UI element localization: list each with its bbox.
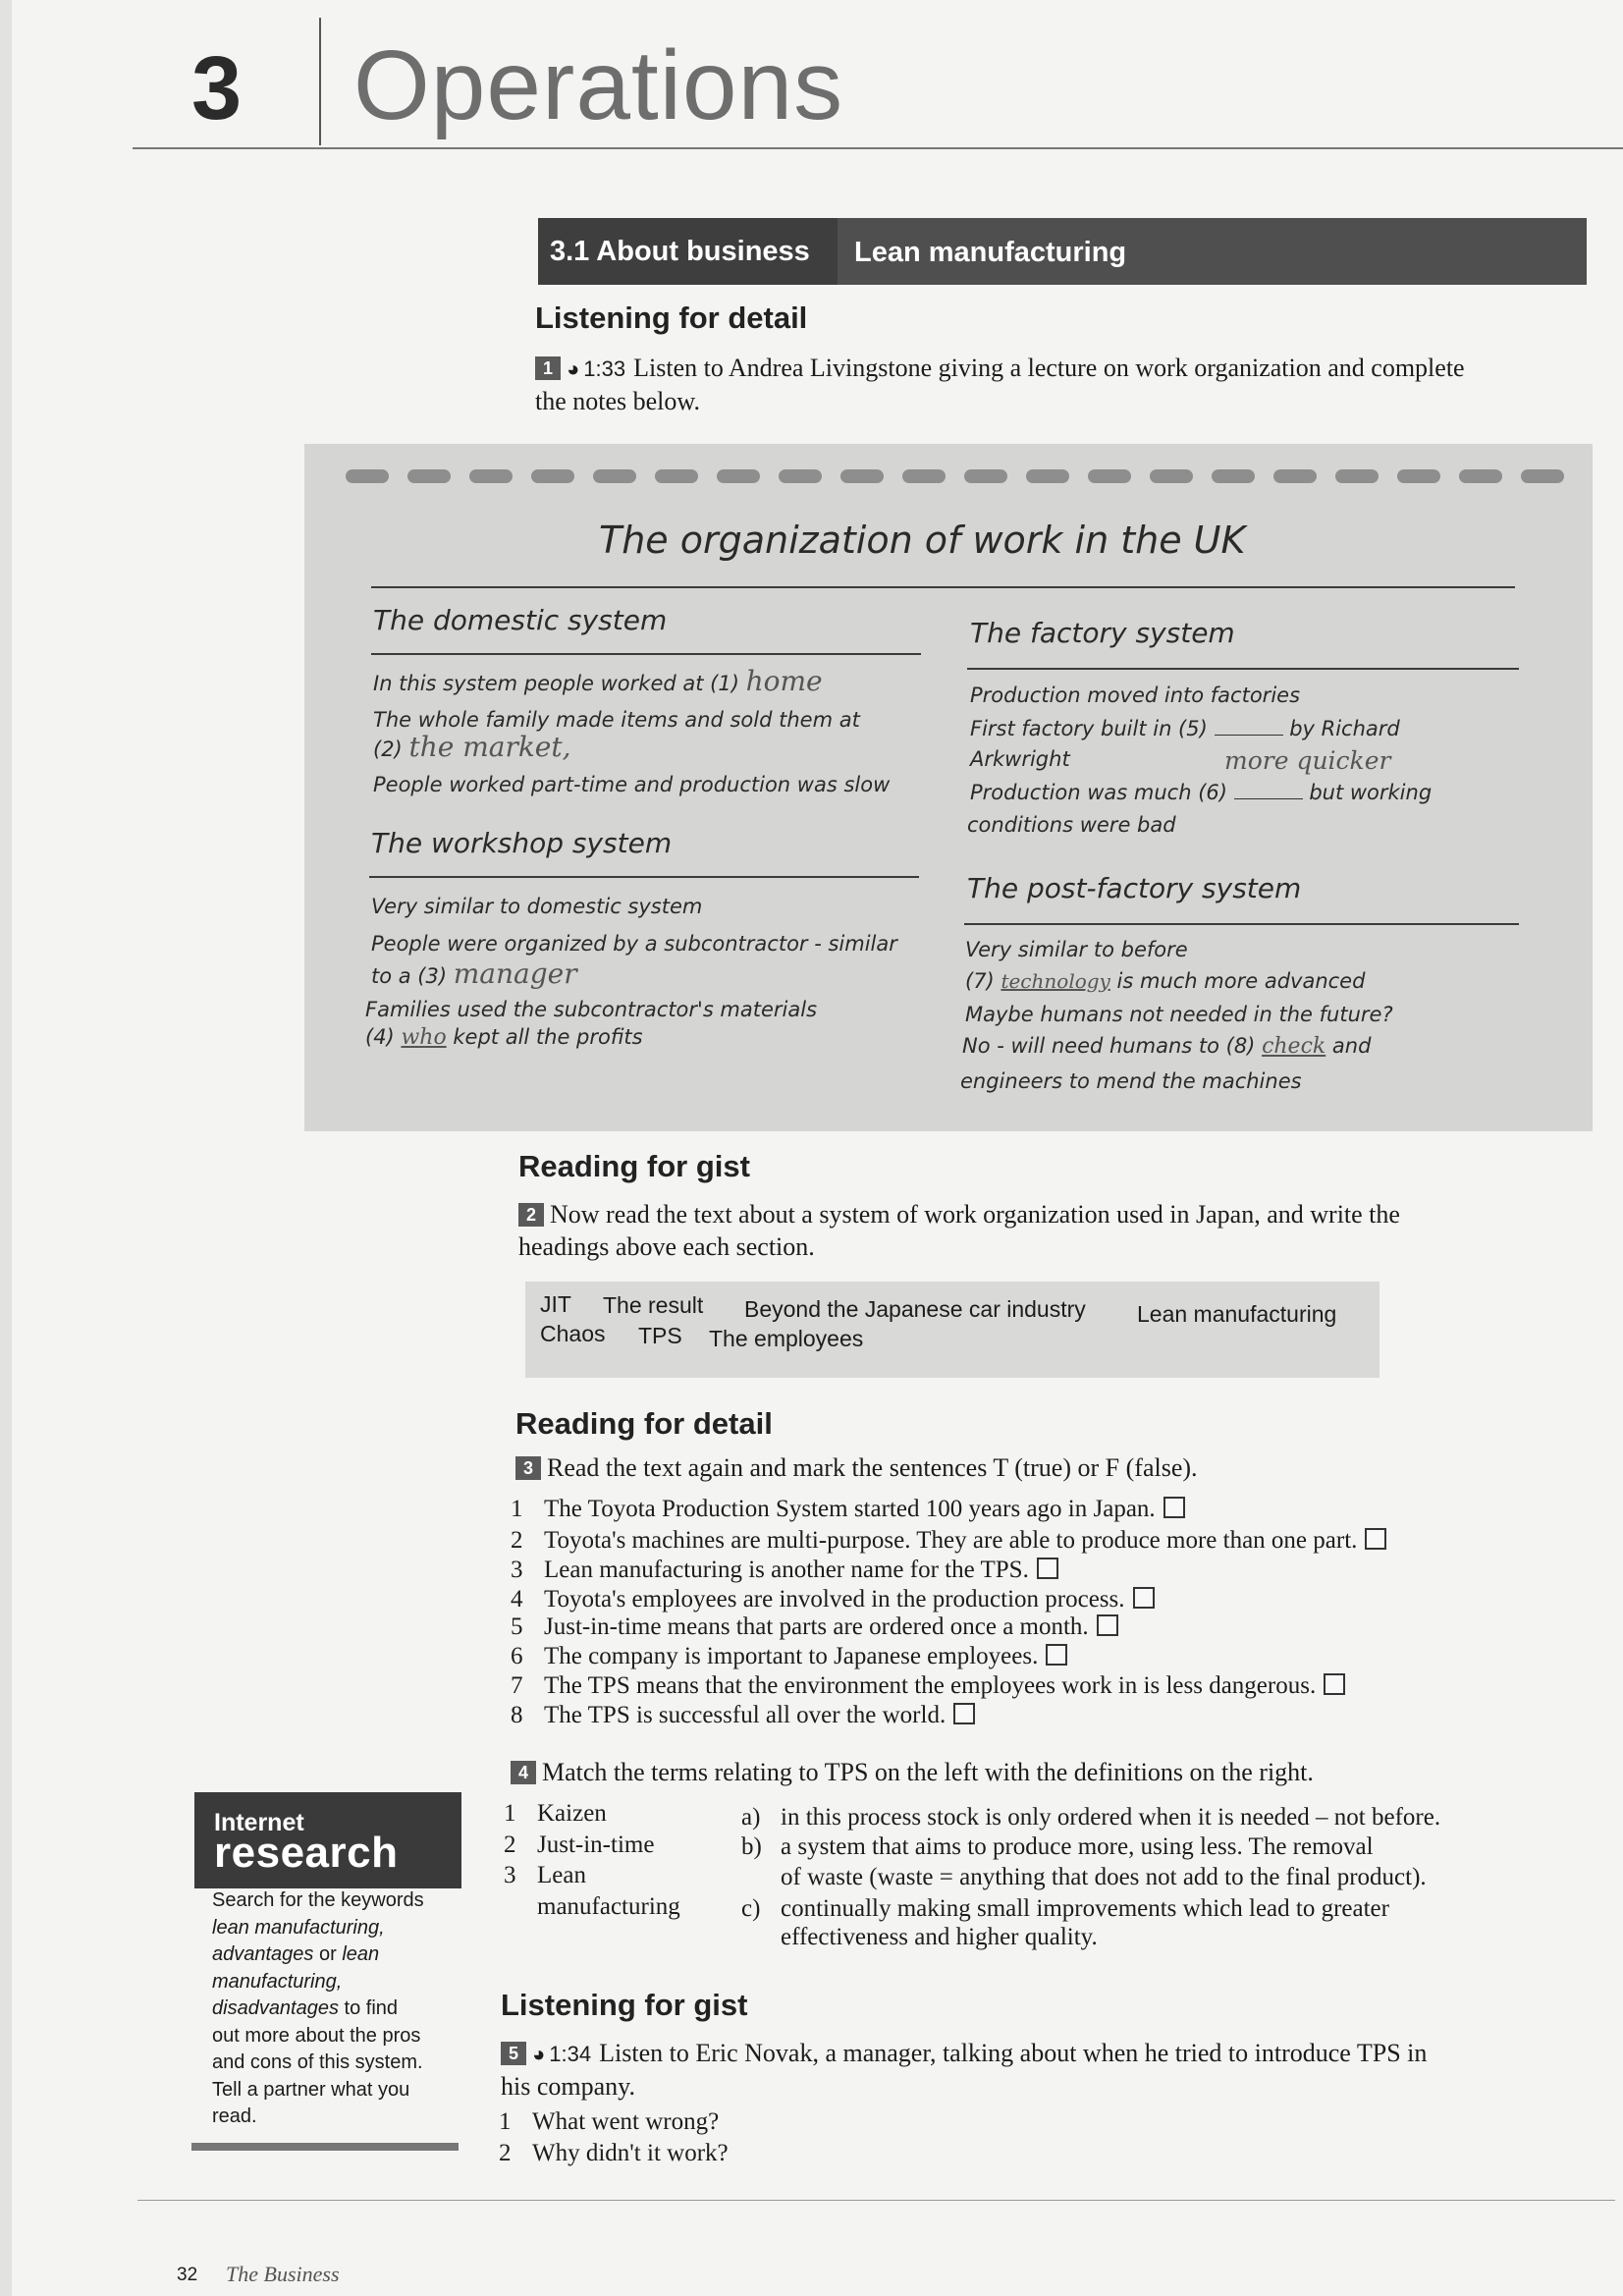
word-option: TPS xyxy=(638,1323,682,1348)
binder-hole xyxy=(1397,469,1440,483)
section-banner xyxy=(538,218,1587,285)
question: 2 Why didn't it work? xyxy=(499,2140,729,2166)
task-number-badge: 2 xyxy=(518,1203,544,1227)
tf-checkbox[interactable] xyxy=(1163,1497,1185,1518)
page-edge xyxy=(0,0,12,2296)
answer-7: technology xyxy=(1001,969,1110,993)
factory-line-2: First factory built in (5) by Richard xyxy=(970,717,1400,740)
audio-track-time: 1:34 xyxy=(549,2042,592,2066)
page-number: 32 xyxy=(177,2265,198,2285)
statement: 1 The Toyota Production System started 100 years ago in Japan. xyxy=(511,1495,1185,1524)
term: 3 Lean xyxy=(504,1862,586,1888)
answer-blank-6[interactable] xyxy=(1234,798,1303,799)
answer-1: home xyxy=(745,665,823,697)
binder-hole xyxy=(469,469,513,483)
heading-reading-gist: Reading for gist xyxy=(518,1149,750,1183)
post-factory-line-5: engineers to mend the machines xyxy=(960,1069,1302,1093)
binder-hole xyxy=(1273,469,1317,483)
word-option: The result xyxy=(603,1292,704,1318)
domestic-line-2: The whole family made items and sold them at xyxy=(373,708,860,732)
binder-hole xyxy=(1521,469,1564,483)
internet-research-rule xyxy=(191,2143,459,2151)
chapter-divider xyxy=(319,18,321,145)
task-4-instruction: 4 Match the terms relating to TPS on the left with the definitions on the right. xyxy=(511,1756,1314,1788)
answer-8: check xyxy=(1262,1034,1326,1059)
term: 2 Just-in-time xyxy=(504,1831,655,1858)
task-1-instruction xyxy=(535,352,1596,417)
statement: 7 The TPS means that the environment the employees work in is less dangerous. xyxy=(511,1671,1345,1701)
definition: c) continually making small improvements which lead to greater xyxy=(741,1895,1389,1922)
binder-hole xyxy=(407,469,451,483)
term: manufacturing xyxy=(537,1893,680,1920)
task-number-badge: 4 xyxy=(511,1761,536,1784)
word-option: JIT xyxy=(540,1291,571,1317)
question: 1 What went wrong? xyxy=(499,2108,720,2135)
binder-hole xyxy=(964,469,1007,483)
workshop-line-1: Very similar to domestic system xyxy=(371,895,703,918)
binder-hole xyxy=(840,469,884,483)
chapter-number: 3 xyxy=(191,38,243,138)
answer-4: who xyxy=(401,1025,447,1050)
word-option: Chaos xyxy=(540,1321,606,1346)
task-number-badge: 1 xyxy=(535,356,561,380)
chapter-title: Operations xyxy=(353,30,844,140)
statement: 2 Toyota's machines are multi-purpose. They are able to produce more than one part. xyxy=(511,1526,1386,1556)
binder-hole xyxy=(902,469,946,483)
instruction-text: the notes below. xyxy=(535,387,700,415)
binder-hole xyxy=(717,469,760,483)
task-5-instruction: 5 ◕ 1:34 Listen to Eric Novak, a manager, talking about when he tried to introduce TPS in his company. xyxy=(501,2039,1428,2101)
workshop-line-4: Families used the subcontractor's materials xyxy=(365,998,818,1021)
post-factory-line-1: Very similar to before xyxy=(965,938,1188,961)
factory-line-4: Production was much (6) but working xyxy=(970,781,1433,804)
task-number-badge: 5 xyxy=(501,2042,526,2065)
statement: 4 Toyota's employees are involved in the production process. xyxy=(511,1585,1155,1614)
post-factory-line-2: (7) technology is much more advanced xyxy=(965,969,1366,993)
word-option: Beyond the Japanese car industry xyxy=(744,1296,1086,1322)
factory-line-3: Arkwright xyxy=(970,747,1070,771)
title-rule xyxy=(371,586,1515,588)
definition: b) a system that aims to produce more, using less. The removal xyxy=(741,1833,1374,1860)
binder-hole xyxy=(655,469,698,483)
internet-research-title: research xyxy=(214,1829,399,1877)
statement: 5 Just-in-time means that parts are ordered once a month. xyxy=(511,1613,1118,1642)
tf-checkbox[interactable] xyxy=(1037,1558,1058,1579)
domestic-rule xyxy=(371,653,921,655)
audio-track-time: 1:33 xyxy=(583,356,626,381)
post-factory-line-4: No - will need humans to (8) check and xyxy=(962,1034,1372,1059)
domestic-line-4: People worked part-time and production was slow xyxy=(373,773,891,796)
workshop-heading: The workshop system xyxy=(371,827,673,859)
section-topic: Lean manufacturing xyxy=(854,237,1127,268)
binder-hole xyxy=(779,469,822,483)
tf-checkbox[interactable] xyxy=(1324,1673,1345,1695)
task-2-instruction: 2 Now read the text about a system of work organization used in Japan, and write the headings above each section. xyxy=(518,1200,1400,1261)
post-factory-heading: The post-factory system xyxy=(967,872,1302,904)
book-title: The Business xyxy=(226,2262,340,2286)
workshop-line-3: to a (3) manager xyxy=(371,957,577,990)
word-option: Lean manufacturing xyxy=(1137,1301,1337,1327)
internet-research-text: Search for the keywords lean manufacturing, advantages or lean manufacturing, disadvantages to find out more about the pros and cons of this system. Tell a partner what you read. xyxy=(212,1889,424,2127)
term: 1 Kaizen xyxy=(504,1800,607,1827)
tf-checkbox[interactable] xyxy=(953,1703,975,1724)
domestic-line-3: (2) the market, xyxy=(373,731,571,763)
section-label: 3.1 About business xyxy=(538,218,838,285)
binder-hole xyxy=(593,469,636,483)
domestic-heading: The domestic system xyxy=(373,604,668,636)
answer-2: the market, xyxy=(408,731,571,763)
binder-hole xyxy=(346,469,389,483)
tf-checkbox[interactable] xyxy=(1133,1587,1155,1609)
definition: a) in this process stock is only ordered when it is needed – not before. xyxy=(741,1804,1441,1831)
binder-hole xyxy=(1088,469,1131,483)
heading-reading-detail: Reading for detail xyxy=(515,1406,773,1441)
post-factory-line-3: Maybe humans not needed in the future? xyxy=(965,1003,1393,1026)
binder-hole xyxy=(1335,469,1379,483)
answer-6: more quicker xyxy=(1224,746,1391,775)
factory-line-5: conditions were bad xyxy=(967,813,1176,837)
task-number-badge: 3 xyxy=(515,1456,541,1480)
binder-hole xyxy=(1459,469,1502,483)
definition: of waste (waste = anything that does not add to the final product). xyxy=(781,1864,1427,1890)
binder-hole xyxy=(1026,469,1069,483)
audio-cd-icon: ◕ xyxy=(532,2042,546,2066)
workshop-rule xyxy=(369,876,919,878)
tf-checkbox[interactable] xyxy=(1046,1644,1067,1666)
instruction-text: Listen to Andrea Livingstone giving a lecture on work organization and complete xyxy=(633,354,1465,382)
tf-checkbox[interactable] xyxy=(1097,1614,1118,1636)
word-option: The employees xyxy=(709,1326,864,1351)
task-3-instruction: 3 Read the text again and mark the sentences T (true) or F (false). xyxy=(515,1451,1198,1484)
tf-checkbox[interactable] xyxy=(1365,1528,1386,1550)
answer-3: manager xyxy=(453,957,577,990)
heading-listening-gist: Listening for gist xyxy=(501,1988,748,2022)
binder-hole xyxy=(531,469,574,483)
statement: 3 Lean manufacturing is another name for the TPS. xyxy=(511,1556,1058,1585)
footer-rule xyxy=(137,2200,1615,2201)
notes-title: The organization of work in the UK xyxy=(599,519,1246,562)
definition: effectiveness and higher quality. xyxy=(781,1924,1098,1950)
heading-listening-detail: Listening for detail xyxy=(535,301,808,335)
factory-rule xyxy=(967,668,1519,670)
post-factory-rule xyxy=(964,923,1519,925)
audio-cd-icon: ◕ xyxy=(567,356,580,381)
binder-hole xyxy=(1212,469,1255,483)
factory-line-1: Production moved into factories xyxy=(970,683,1301,707)
binder-hole xyxy=(1150,469,1193,483)
domestic-line-1: In this system people worked at (1) home xyxy=(373,665,823,697)
statement: 8 The TPS is successful all over the world. xyxy=(511,1701,975,1730)
statement: 6 The company is important to Japanese employees. xyxy=(511,1642,1067,1671)
workshop-line-2: People were organized by a subcontractor - similar xyxy=(371,932,897,956)
header-rule xyxy=(133,147,1623,149)
factory-heading: The factory system xyxy=(970,617,1235,649)
workshop-line-5: (4) who kept all the profits xyxy=(365,1025,643,1050)
answer-blank-5[interactable] xyxy=(1215,735,1283,736)
internet-research-title: Internet xyxy=(214,1809,304,1836)
